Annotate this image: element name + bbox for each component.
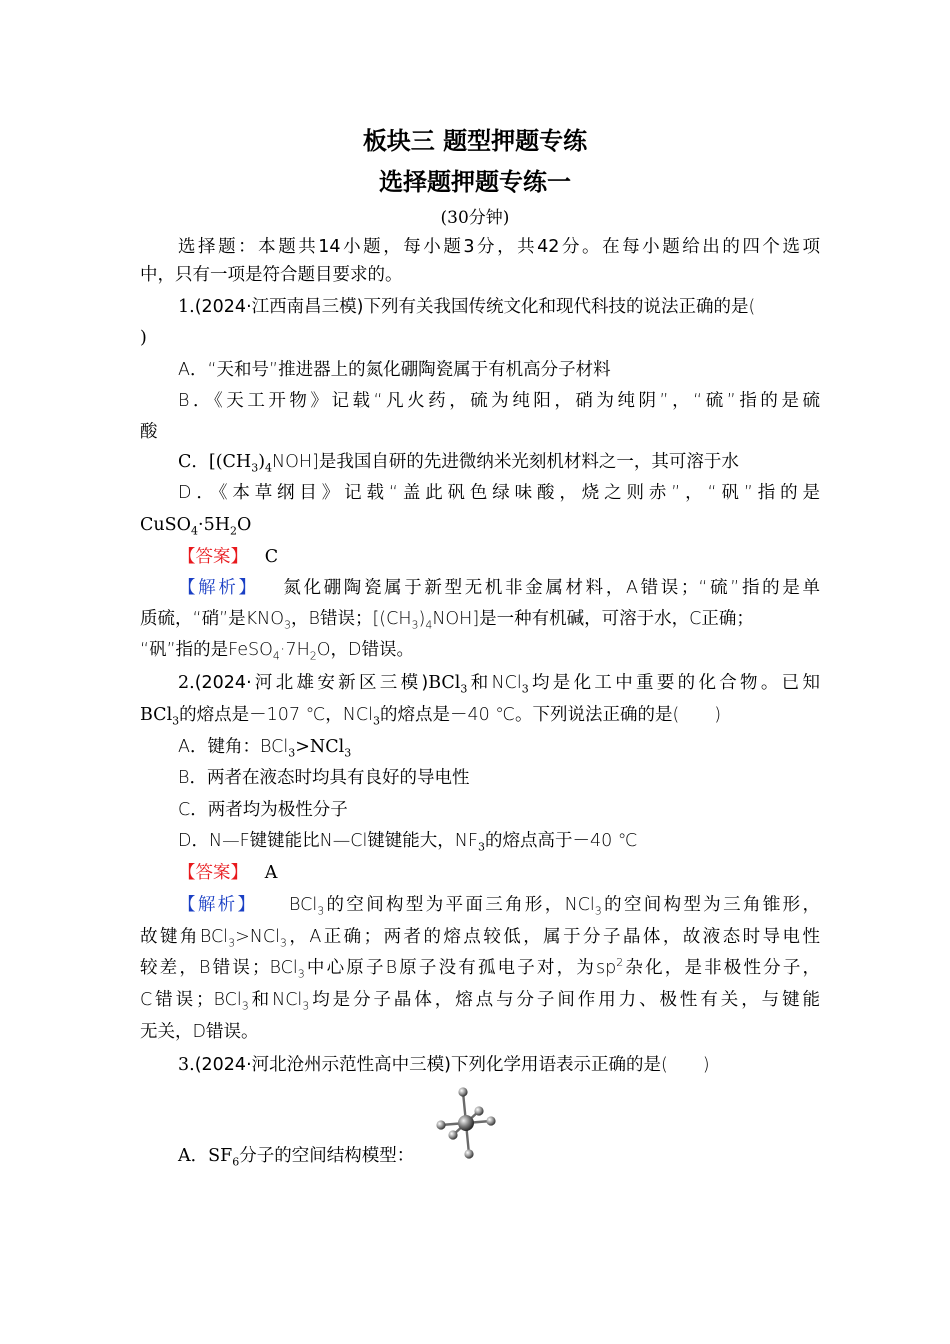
- sf6-molecule-model-image: [433, 1085, 499, 1159]
- q1-analysis-line-2: [140, 608, 820, 630]
- question-2-stem-line-2: [140, 704, 820, 726]
- analysis-tag: 【解析】: [178, 578, 259, 598]
- text: 的熔点是－107 ℃，NCl: [179, 705, 373, 725]
- text: D．N—F键键能比N—Cl键键能大，NF: [178, 831, 478, 851]
- question-3-stem: [178, 1054, 820, 1076]
- q1-analysis: [178, 577, 820, 599]
- superscript: 2: [616, 956, 624, 970]
- time-limit: (30分钟): [440, 208, 510, 228]
- text: 均是化工中重要的化合物。已知: [528, 673, 820, 693]
- question-text: 下列化学用语表示正确的是( ): [450, 1055, 710, 1075]
- page-title: 选择题押题专练一: [379, 168, 571, 196]
- text: A．键角：BCl: [178, 737, 289, 757]
- question-1-stem-end: ): [140, 328, 147, 348]
- answer-tag: 【答案】: [178, 863, 248, 883]
- text: BCl: [140, 705, 173, 725]
- subscript: 3: [251, 461, 259, 475]
- subscript: 3: [283, 618, 291, 632]
- section-title: 板块三 题型押题专练: [362, 127, 588, 155]
- text: 质硫，“硝”是KNO: [140, 609, 284, 629]
- subscript: 4: [191, 524, 198, 538]
- text: O: [236, 515, 252, 535]
- q2-analysis-line-3: [140, 957, 820, 979]
- question-source: (2024·江西南昌三模): [194, 297, 364, 317]
- q1-option-b-cont: 酸: [140, 422, 158, 442]
- answer-value: A: [264, 863, 278, 883]
- q2-analysis-line-2: [140, 926, 820, 948]
- text: >NCl: [235, 927, 280, 947]
- subscript: 3: [460, 682, 468, 696]
- q1-answer: [178, 546, 820, 568]
- intro-line-2: 中，只有一项是符合题目要求的。: [140, 265, 403, 285]
- answer-tag: 【答案】: [178, 547, 248, 567]
- question-number: 3.: [178, 1055, 195, 1075]
- text: C错误；BCl: [140, 990, 242, 1010]
- q1-option-a: A．“天和号”推进器上的氮化硼陶瓷属于有机高分子材料: [178, 360, 611, 380]
- question-text: 下列有关我国传统文化和现代科技的说法正确的是(: [363, 297, 756, 317]
- subscript: 4: [265, 461, 273, 475]
- text: 的熔点高于－40 ℃: [484, 831, 638, 851]
- subscript: 4: [272, 649, 280, 663]
- subscript: 3: [411, 618, 419, 632]
- q2-option-a: [178, 736, 820, 758]
- intro-line-1: 选择题：本题共14小题，每小题3分，共42分。在每小题给出的四个选项: [178, 237, 820, 257]
- q1-analysis-line-3: [140, 639, 820, 661]
- subscript: 3: [297, 967, 305, 981]
- text: 和NCl: [248, 990, 303, 1010]
- q2-analysis-line-4: [140, 989, 820, 1011]
- text: 的空间构型为平面三角形，NCl: [324, 895, 595, 915]
- subscript: 3: [372, 714, 380, 728]
- text: CuSO: [140, 515, 191, 535]
- question-source: (2024·河北雄安新区三模): [194, 673, 429, 693]
- subscript: 3: [279, 936, 287, 950]
- text: “矾”指的是FeSO: [140, 640, 273, 660]
- text: A．SF: [178, 1146, 233, 1166]
- question-source: (2024·河北沧州示范性高中三模): [194, 1055, 451, 1075]
- q2-option-b: B．两者在液态时均具有良好的导电性: [178, 768, 470, 788]
- question-2-stem: [178, 672, 820, 694]
- answer-value: C: [264, 547, 279, 567]
- text: 和NCl: [467, 673, 522, 693]
- subscript: 6: [232, 1155, 240, 1169]
- text: BCl: [288, 895, 318, 915]
- text: BCl: [428, 673, 461, 693]
- question-number: 1.: [178, 297, 195, 317]
- text: 的熔点是－40 ℃。下列说法正确的是( ): [379, 705, 722, 725]
- subscript: 3: [344, 746, 352, 760]
- text: C．[(CH: [178, 452, 252, 472]
- subscript: 3: [302, 999, 310, 1013]
- text: ): [418, 609, 426, 629]
- text: 的空间构型为三角锥形，: [601, 895, 821, 915]
- text: NOH]是一种有机碱，可溶于水，C正确；: [432, 609, 754, 629]
- text: ): [258, 452, 266, 472]
- question-1-stem: [178, 296, 820, 318]
- subscript: 3: [317, 904, 325, 918]
- subscript: 3: [288, 746, 296, 760]
- subscript: 3: [477, 840, 485, 854]
- analysis-tag: 【解析】: [178, 895, 258, 915]
- q1-option-d: D．《本草纲目》记载“盖此矾色绿味酸，烧之则赤”，“矾”指的是: [178, 483, 820, 503]
- subscript: 3: [228, 936, 236, 950]
- text: 较差，B错误；BCl: [140, 958, 298, 978]
- q1-option-b: B．《天工开物》记载“凡火药，硫为纯阳，硝为纯阴”，“硫”指的是硫: [178, 391, 820, 411]
- text: 故键角BCl: [140, 927, 229, 947]
- q2-analysis: [178, 894, 820, 916]
- text: ·5H: [198, 515, 230, 535]
- text: 杂化，是非极性分子，: [623, 958, 821, 978]
- q1-option-c: [178, 451, 820, 473]
- subscript: 2: [229, 524, 237, 538]
- question-number: 2.: [178, 673, 195, 693]
- text: ，B错误；[(CH: [290, 609, 412, 629]
- subscript: 3: [521, 682, 529, 696]
- q2-answer: [178, 862, 820, 884]
- text: ，A正确；两者的熔点较低，属于分子晶体，故液态时导电性: [286, 927, 820, 947]
- text: 均是分子晶体，熔点与分子间作用力、极性有关，与键能: [309, 990, 820, 1010]
- text: ·7H: [279, 640, 310, 660]
- subscript: 3: [172, 714, 180, 728]
- text: NOH]是我国自研的先进微纳米光刻机材料之一，其可溶于水: [272, 452, 739, 472]
- q3-option-a: [178, 1145, 820, 1167]
- text: 分子的空间结构模型：: [239, 1146, 415, 1166]
- subscript: 3: [594, 904, 602, 918]
- q1-option-d-cont: [140, 514, 820, 536]
- subscript: 2: [309, 649, 317, 663]
- text: O，D错误。: [316, 640, 414, 660]
- q2-option-c: C．两者均为极性分子: [178, 800, 348, 820]
- q2-option-d: [178, 830, 820, 852]
- text: >NCl: [295, 737, 345, 757]
- text: 氮化硼陶瓷属于新型无机非金属材料，A错误；“硫”指的是单: [283, 578, 821, 598]
- q2-analysis-line-5: 无关，D错误。: [140, 1022, 259, 1042]
- subscript: 4: [425, 618, 433, 632]
- text: 中心原子B原子没有孤电子对，为sp: [304, 958, 617, 978]
- subscript: 3: [241, 999, 249, 1013]
